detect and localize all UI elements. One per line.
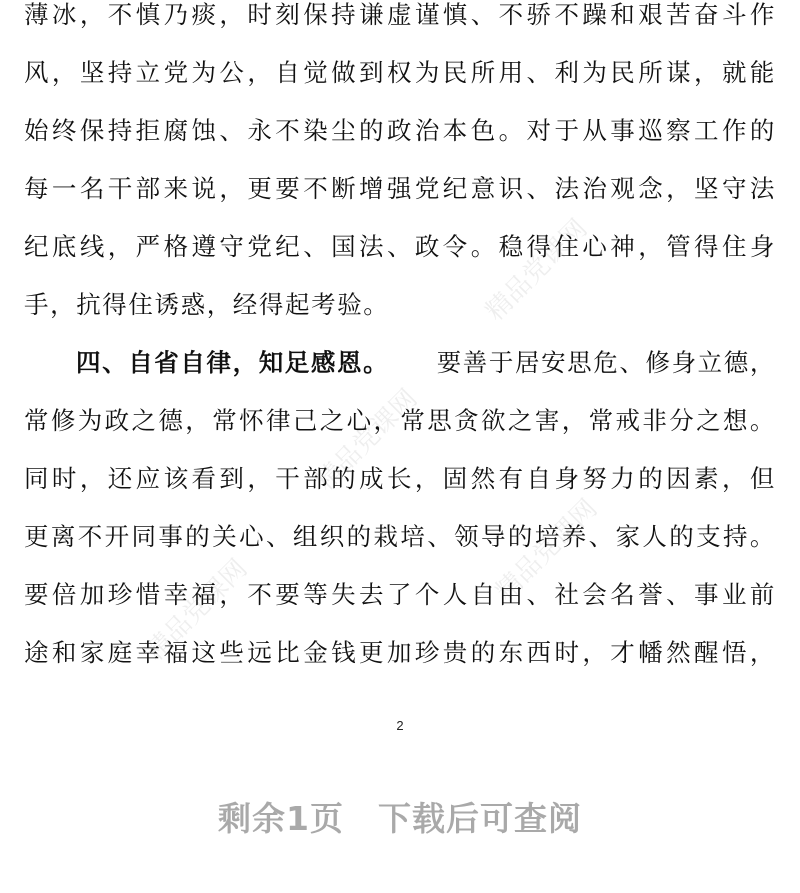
text-line-rest: 要善于居安思危、修身立德， [436,348,776,377]
text-line: 要倍加珍惜幸福，不要等失去了个人自由、社会名誉、事业前 [24,580,776,609]
body-text [24,0,776,682]
text-line: 途和家庭幸福这些远比金钱更加珍贵的东西时，才幡然醒悟， [24,638,776,667]
watermark: 精品党课网 [310,383,424,497]
download-to-read-banner[interactable] [0,793,800,840]
text-line: 每一名干部来说，更要不断增强党纪意识、法治观念，坚守法 [24,174,776,203]
text-line: 薄冰，不慎乃痰，时刻保持谦虚谨慎、不骄不躁和艰苦奋斗作 [24,0,776,29]
text-line: 常修为政之德，常怀律己之心，常思贪欲之害，常戒非分之想。 [24,406,776,435]
text-line: 纪底线，严格遵守党纪、国法、政令。稳得住心神，管得住身 [24,232,776,261]
section-heading: 四、自省自律，知足感恩。 [76,348,390,377]
remaining-pages-label: 剩余1页 [218,799,344,838]
text-line: 同时，还应该看到，干部的成长，固然有自身努力的因素，但 [24,464,776,493]
watermark: 精品党课网 [140,553,254,667]
text-line: 风，坚持立党为公，自觉做到权为民所用、利为民所谋，就能 [24,58,776,87]
text-line: 手，抗得住诱惑，经得起考验。 [24,290,390,319]
download-prompt-label: 下载后可查阅 [377,799,582,838]
watermark: 精品党课网 [490,493,604,607]
section-heading-line [24,334,776,392]
page-number: 2 [396,718,404,733]
watermark: 精品党课网 [480,213,594,327]
text-line: 始终保持拒腐蚀、永不染尘的政治本色。对于从事巡察工作的 [24,116,776,145]
text-line: 更离不开同事的关心、组织的栽培、领导的培养、家人的支持。 [24,522,776,551]
